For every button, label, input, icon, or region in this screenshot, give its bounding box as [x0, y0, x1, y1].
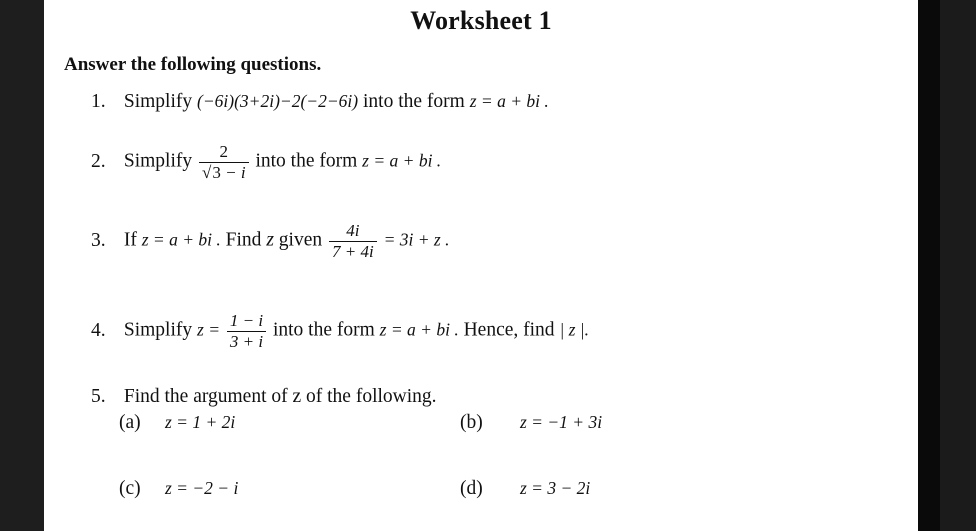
equation-lhs: z = [197, 319, 221, 340]
fraction-denominator: √3 − i [202, 162, 246, 182]
question-text: Simplify [123, 91, 193, 112]
question-number: 1. [91, 91, 106, 112]
question-text: into the form [272, 319, 375, 341]
denominator-rest: − i [220, 162, 246, 182]
part-expression: z = −1 + 3i [520, 412, 603, 432]
question-4 [91, 311, 589, 351]
part-expression: z = −2 − i [165, 478, 239, 498]
fraction [227, 311, 266, 351]
part-label: (a) [119, 412, 141, 433]
target-form: z = a + bi . [379, 319, 459, 340]
equation-rhs: = 3i + z . [383, 229, 450, 250]
part-expression: z = 3 − 2i [520, 478, 591, 498]
worksheet-page [44, 0, 918, 531]
fraction-denominator: 3 + i [229, 331, 264, 351]
question-5 [91, 386, 437, 408]
question-text: Find the argument of z of the following. [123, 386, 437, 407]
right-dark-edge [918, 0, 940, 531]
math-expression: (−6i)(3+2i)−2(−2−6i) [197, 91, 359, 111]
part-label: (b) [460, 412, 483, 433]
question-number: 4. [91, 319, 106, 341]
radicand: 3 [212, 162, 221, 182]
part-expression: z = 1 + 2i [165, 412, 236, 432]
question-text: If [123, 229, 137, 251]
fraction-numerator: 1 − i [227, 311, 266, 332]
part-b [460, 412, 602, 434]
target-form: z = a + bi . [362, 150, 442, 171]
part-d [460, 478, 590, 500]
right-outer-edge [940, 0, 976, 531]
question-number: 2. [91, 150, 106, 172]
fraction [329, 221, 377, 261]
question-3 [91, 221, 449, 261]
question-text: given [278, 229, 323, 251]
variable: z [266, 229, 274, 251]
fraction-denominator: 7 + 4i [331, 241, 374, 261]
page-title: Worksheet 1 [410, 6, 552, 35]
fraction-numerator: 4i [329, 221, 377, 242]
left-dark-edge [0, 0, 44, 531]
question-1 [91, 91, 549, 113]
part-a [119, 412, 235, 434]
question-text: Hence, find [463, 319, 555, 341]
question-text: Find [225, 229, 262, 251]
part-label: (c) [119, 478, 141, 499]
condition: z = a + bi . [141, 229, 221, 250]
question-text: into the form [255, 150, 358, 172]
question-number: 5. [91, 386, 106, 407]
question-text: Simplify [123, 319, 193, 341]
fraction [199, 142, 249, 182]
part-label: (d) [460, 478, 483, 499]
question-text: Simplify [123, 150, 193, 172]
instruction-heading: Answer the following questions. [64, 54, 322, 75]
part-c [119, 478, 238, 500]
fraction-numerator: 2 [199, 142, 249, 163]
question-2 [91, 142, 441, 182]
question-text: into the form [363, 91, 465, 112]
question-number: 3. [91, 229, 106, 251]
target-form: z = a + bi . [469, 91, 549, 111]
modulus: | z |. [559, 319, 589, 340]
